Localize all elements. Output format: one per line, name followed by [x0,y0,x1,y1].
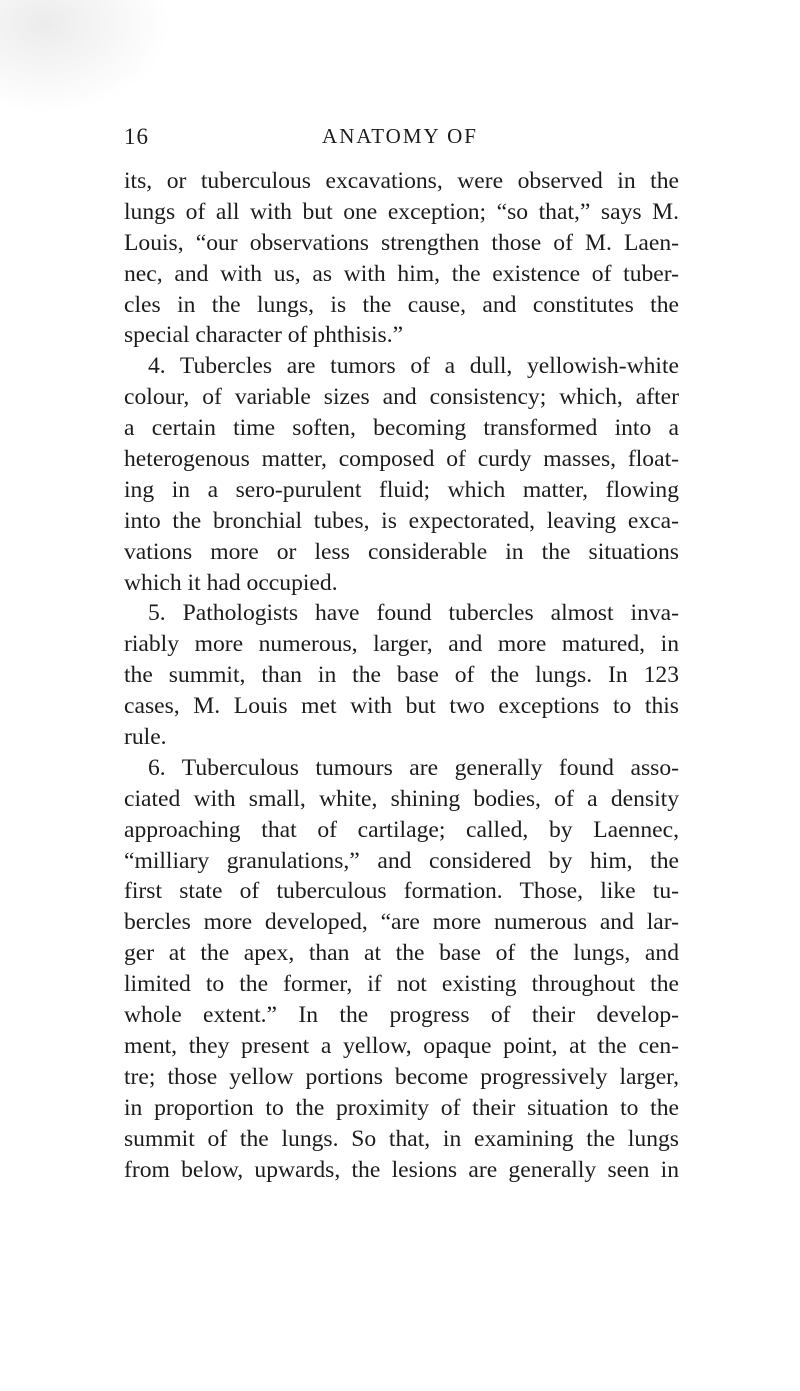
body-text [124,166,679,1185]
text-line: 4. Tubercles are tumors of a dull, yellowish-white [148,353,679,380]
text-line: colour, of variable sizes and consistency; which, after [124,384,679,411]
text-line: summit of the lungs. So that, in examining the lungs [124,1125,679,1152]
text-line: ciated with small, white, shining bodies, of a density [124,785,679,812]
text-line: a certain time soften, becoming transformed into a [124,415,679,442]
page-header [0,124,800,154]
paper-stain [0,0,180,120]
text-line: heterogenous matter, composed of curdy masses, float- [124,446,679,473]
text-line: rule. [124,724,167,751]
text-line: ing in a sero-purulent fluid; which matter, flowing [124,476,679,503]
text-line: riably more numerous, larger, and more matured, in [124,631,679,658]
text-line: special character of phthisis.” [124,322,404,349]
text-line: 6. Tuberculous tumours are generally found asso- [148,754,679,781]
text-line: “milliary granulations,” and considered by him, the [124,847,679,874]
text-line: the summit, than in the base of the lungs. In 123 [124,662,679,689]
text-line: 5. Pathologists have found tubercles almost inva- [148,600,679,627]
text-line: which it had occupied. [124,569,338,596]
text-line: in proportion to the proximity of their situation to the [124,1094,679,1121]
text-line: approaching that of cartilage; called, by Laennec, [124,816,679,843]
text-line: ger at the apex, than at the base of the lungs, and [124,940,679,967]
text-line: ment, they present a yellow, opaque point, at the cen- [124,1032,679,1059]
page-number: 16 [124,124,149,149]
text-line: into the bronchial tubes, is expectorated, leaving exca- [124,507,679,534]
text-line: bercles more developed, “are more numerous and lar- [124,909,679,936]
text-line: cases, M. Louis met with but two exceptions to this [124,693,679,720]
text-line: first state of tuberculous formation. Those, like tu- [124,878,679,905]
text-line: limited to the former, if not existing throughout the [124,971,679,998]
text-line: its, or tuberculous excavations, were observed in the [124,168,679,194]
text-line: nec, and with us, as with him, the existence of tuber- [124,260,679,287]
text-line: vations more or less considerable in the situations [124,538,679,565]
text-line: from below, upwards, the lesions are generally seen in [124,1156,679,1183]
text-line: cles in the lungs, is the cause, and constitutes the [124,291,679,318]
text-line: Louis, “our observations strengthen those of M. Laen- [124,229,679,256]
text-line: lungs of all with but one exception; “so that,” says M. [124,198,679,225]
text-line: whole extent.” In the progress of their develop- [124,1002,679,1029]
text-line: tre; those yellow portions become progressively larger, [124,1063,679,1090]
running-head: ANATOMY OF [322,124,478,148]
